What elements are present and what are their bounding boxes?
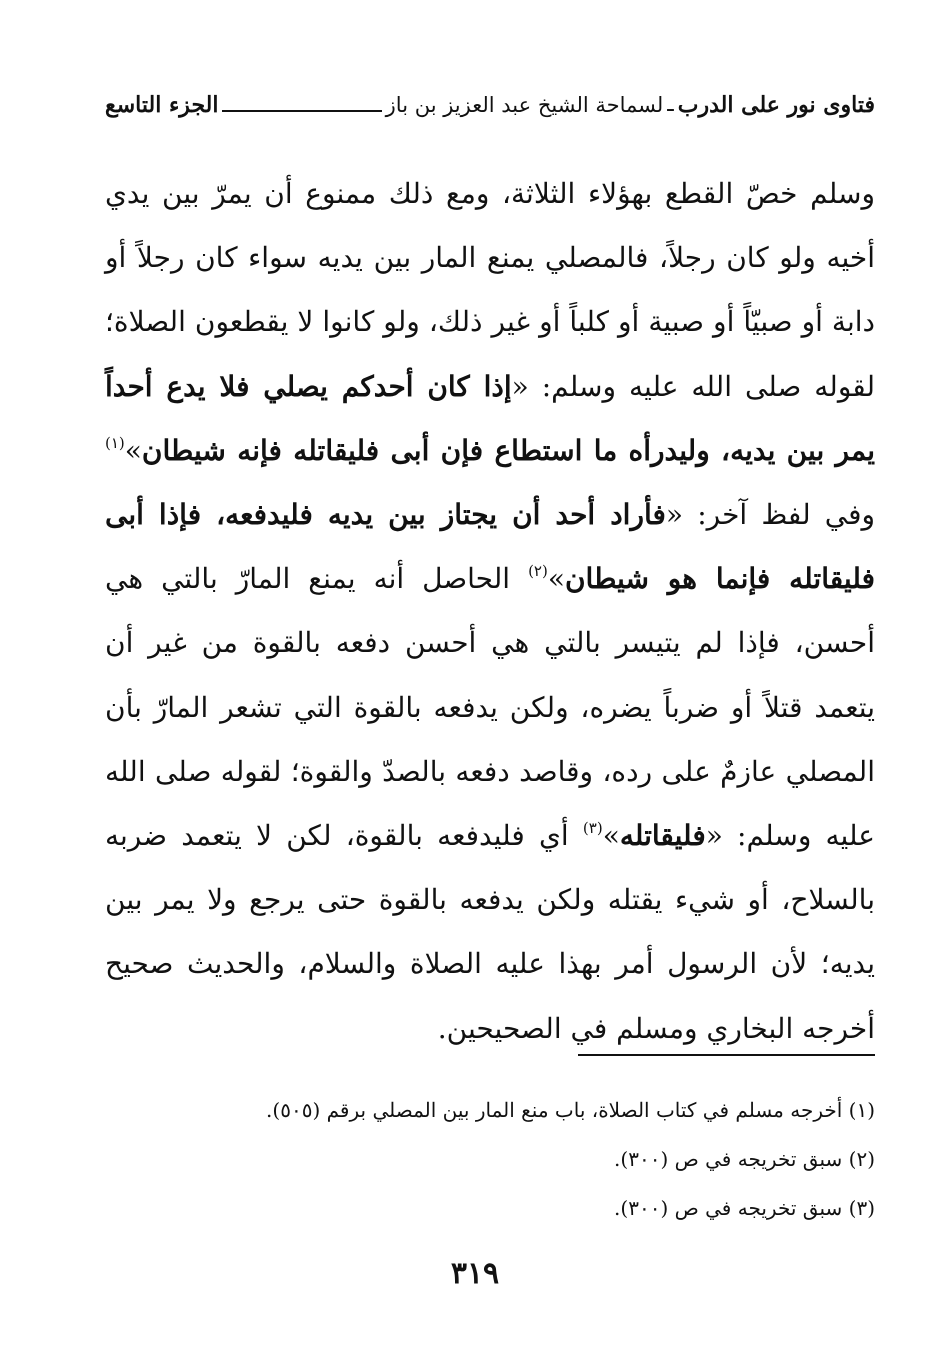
book-title: فتاوى نور على الدرب bbox=[677, 92, 875, 118]
page-number: ٣١٩ bbox=[450, 1256, 500, 1291]
footnote-3: (٣) سبق تخريجه في ص (٣٠٠). bbox=[614, 1196, 875, 1220]
header-separator: ـ bbox=[667, 92, 674, 117]
header-rule bbox=[222, 110, 381, 112]
hadith-quote: إذا كان أحدكم يصلي فلا يدع أحداً يمر بين يديه، وليدرأه ما استطاع فإن أبى فليقاتله فإنه شيطان bbox=[105, 369, 875, 467]
footnote-divider bbox=[578, 1054, 875, 1056]
text-segment: » bbox=[602, 819, 620, 853]
text-segment: أي فليدفعه بالقوة، لكن لا يتعمد ضربه بالسلاح، أو شيء يقتله ولكن يدفعه بالقوة حتى يرجع ولا يمر بين يديه؛ لأن الرسول أمر بهذا عليه الصلاة والسلام، والحديث صحيح أخرجه البخاري ومسلم في الصحيحين. bbox=[105, 819, 875, 1045]
text-segment: وسلم خصّ القطع بهؤلاء الثلاثة، ومع ذلك ممنوع أن يمرّ بين يدي أخيه ولو كان رجلاً، فالمصلي يمنع المار بين يديه سواء كان رجلاً أو دابة أو صبيّاً أو صبية أو كلباً أو غير ذلك، ولو كانوا لا يقطعون الصلاة؛ لقوله صلى الله عليه وسلم: « bbox=[105, 177, 875, 403]
text-segment: » bbox=[547, 562, 565, 596]
hadith-quote: فليقاتله bbox=[619, 819, 706, 853]
author-name: لسماحة الشيخ عبد العزيز بن باز bbox=[385, 93, 664, 117]
footnotes bbox=[105, 1086, 875, 1233]
volume-label: الجزء التاسع bbox=[105, 92, 219, 118]
footnote-ref: (١) bbox=[105, 433, 125, 452]
footnote-1: (١) أخرجه مسلم في كتاب الصلاة، باب منع المار بين المصلي برقم (٥٠٥). bbox=[266, 1098, 875, 1122]
text-segment: وفي لفظ آخر: « bbox=[665, 498, 875, 532]
text-segment: » bbox=[124, 433, 142, 467]
footnote-2: (٢) سبق تخريجه في ص (٣٠٠). bbox=[614, 1147, 875, 1171]
text-segment: الحاصل أنه يمنع المارّ بالتي هي أحسن، فإذا لم يتيسر بالتي هي أحسن دفعه بالقوة من غير أن يتعمد قتلاً أو ضرباً يضره، ولكن يدفعه بالقوة التي تشعر المارّ بأن المصلي عازمٌ على رده، وقاصد دفعه بالصدّ والقوة؛ لقوله صلى الله عليه وسلم: « bbox=[105, 562, 875, 853]
main-text bbox=[105, 162, 875, 1061]
hadith-quote: فأراد أحد أن يجتاز بين يديه فليدفعه، فإذا أبى فليقاتله فإنما هو شيطان bbox=[105, 498, 876, 596]
running-header bbox=[105, 90, 875, 120]
footnote-ref: (٣) bbox=[582, 819, 603, 838]
footnote-ref: (٢) bbox=[528, 562, 548, 581]
